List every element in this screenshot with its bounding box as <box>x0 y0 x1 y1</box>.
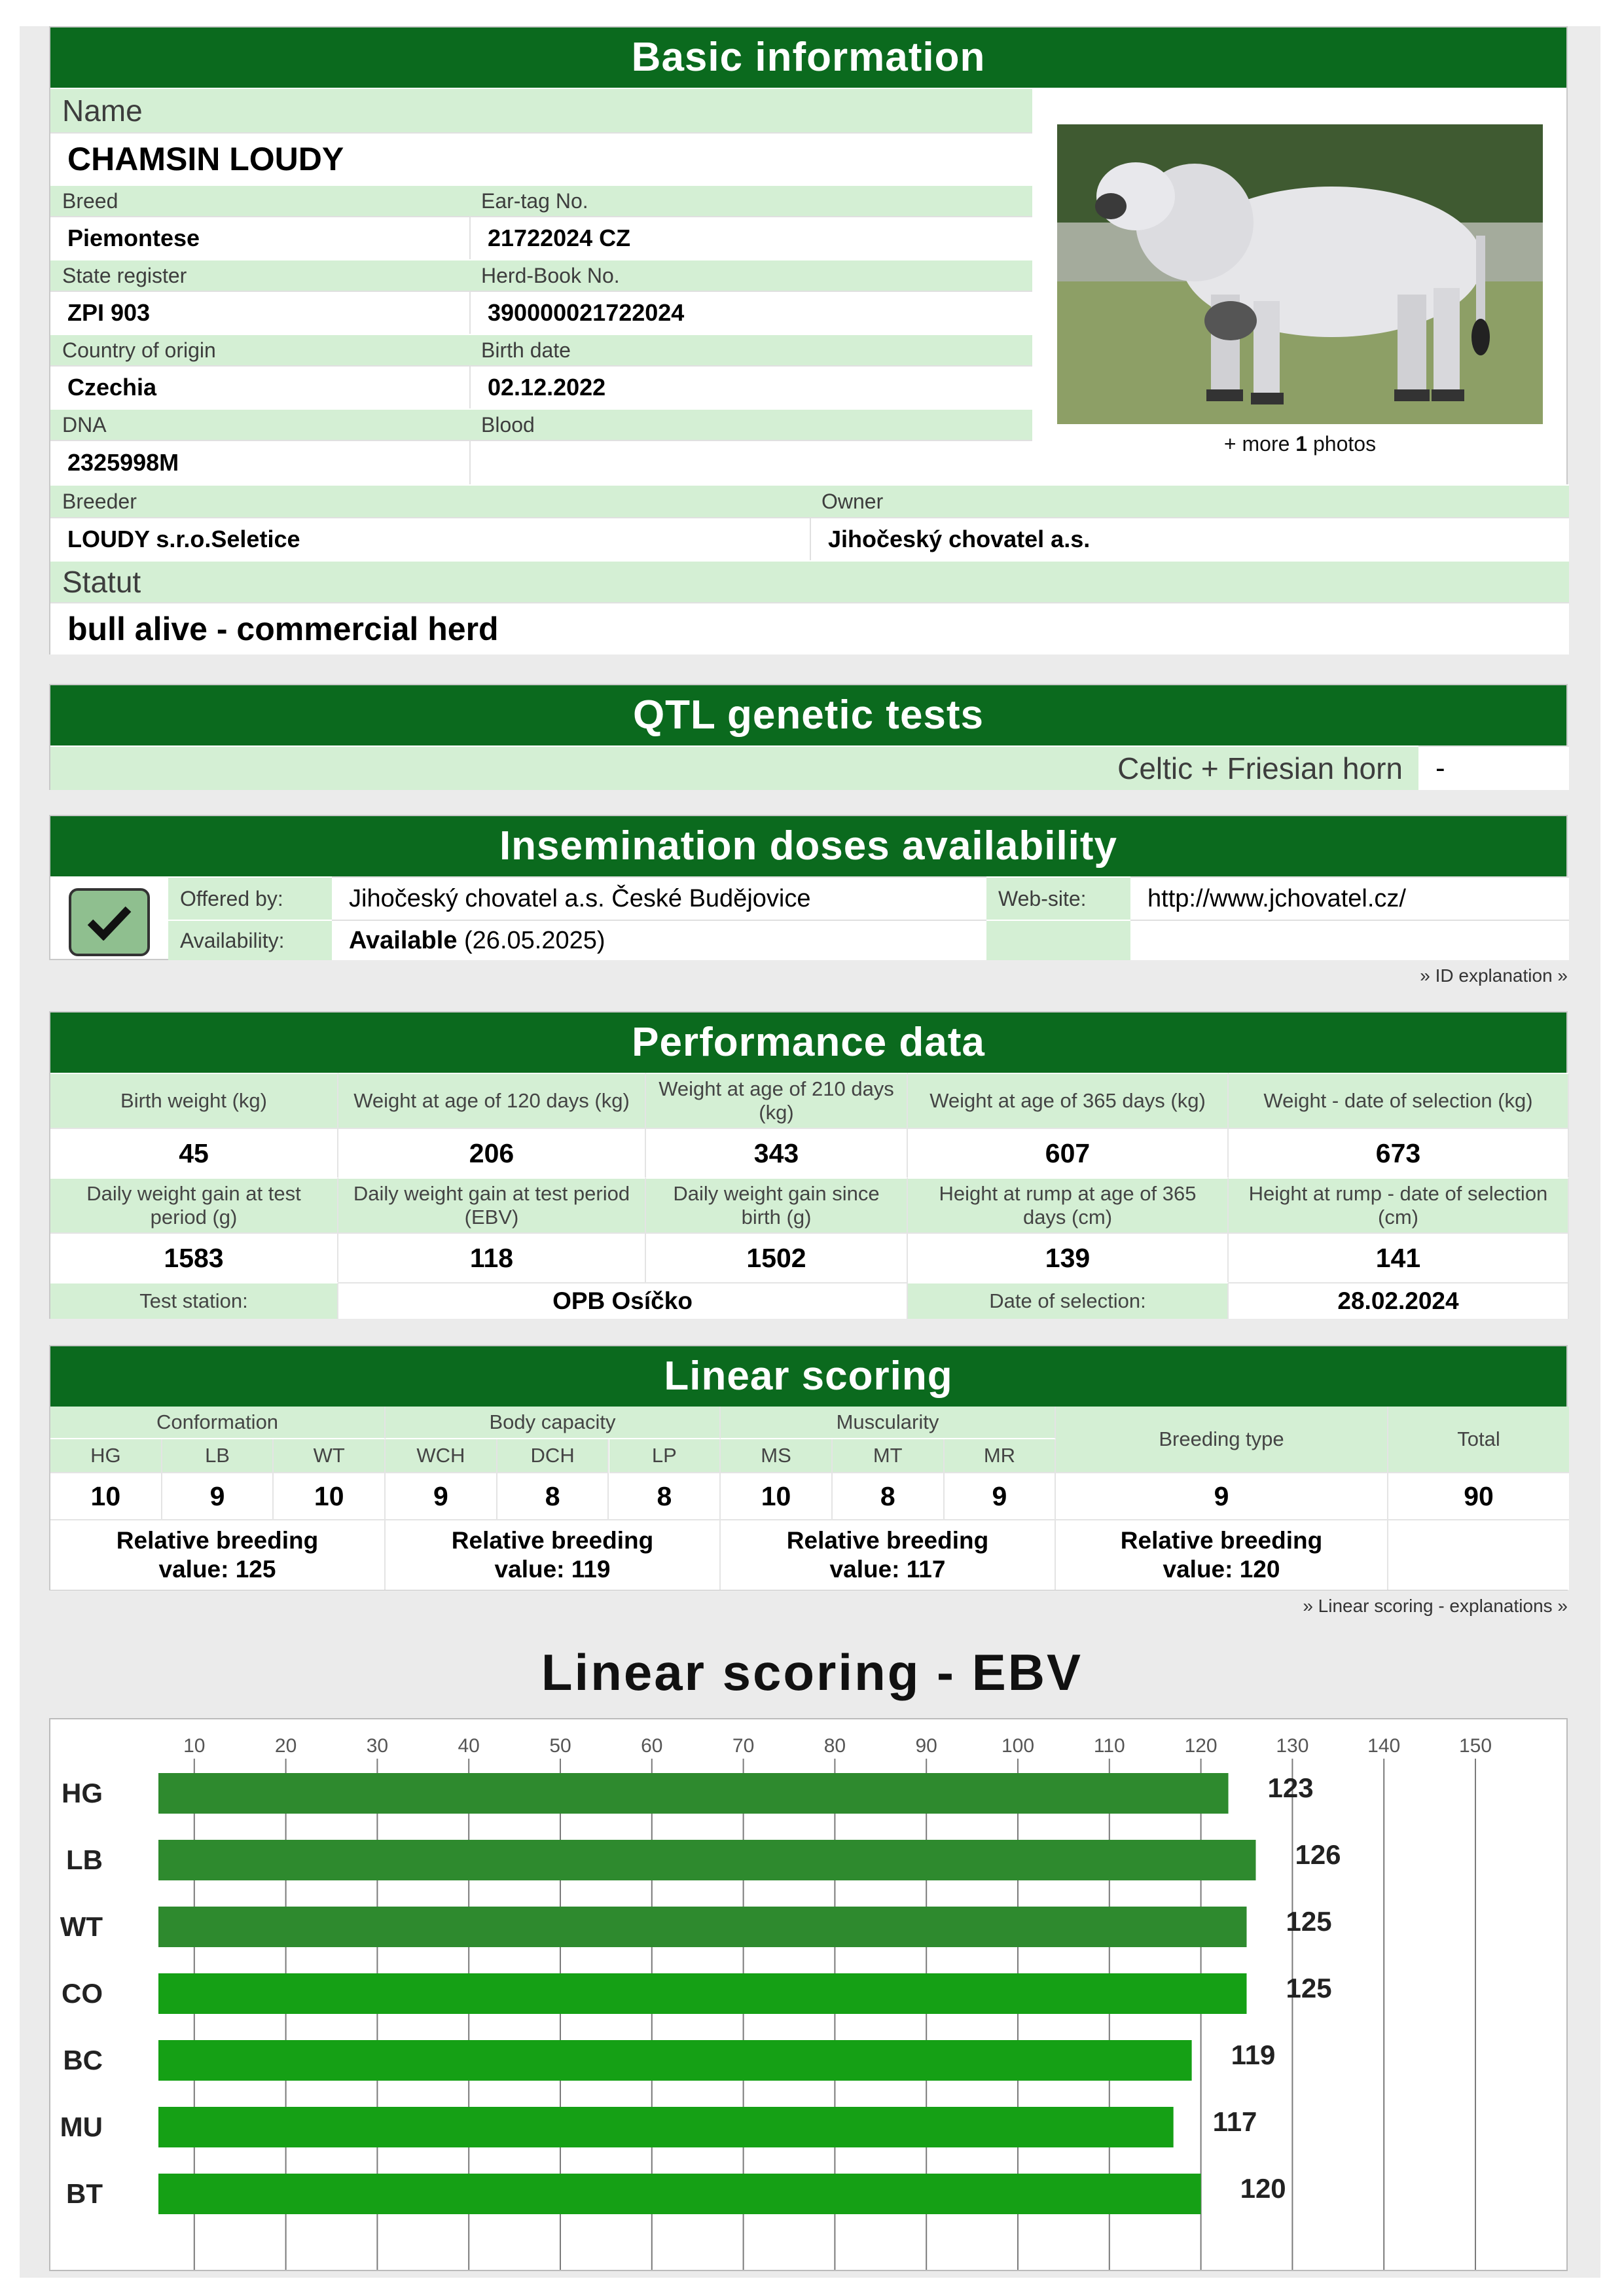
x-tick-label: 70 <box>732 1735 755 1757</box>
bar-hg <box>158 1773 1229 1814</box>
group-body-capacity-header: Body capacity <box>386 1407 721 1439</box>
availability-label: Availability: <box>168 920 332 960</box>
x-tick-label: 100 <box>1001 1735 1035 1757</box>
trait-lp-score: 8 <box>609 1472 721 1519</box>
x-tick-label: 120 <box>1184 1735 1218 1757</box>
herdbook-value: 390000021722024 <box>469 291 1032 334</box>
performance-value-10: 141 <box>1229 1232 1569 1282</box>
x-tick-label: 40 <box>458 1735 480 1757</box>
breeding-type-score: 9 <box>1056 1472 1388 1519</box>
category-label: WT <box>60 1911 103 1942</box>
availability-checkbox[interactable] <box>69 888 150 956</box>
offered-value: Jihočeský chovatel a.s. České Budějovice <box>332 876 986 920</box>
x-tick-label: 110 <box>1093 1735 1125 1757</box>
trait-mt-score: 8 <box>833 1472 945 1519</box>
trait-dch-score: 8 <box>497 1472 609 1519</box>
category-label: BT <box>66 2178 103 2209</box>
category-label: CO <box>62 1978 103 2009</box>
performance-label-5: Weight - date of selection (kg) <box>1229 1073 1569 1128</box>
qtl-test-value: - <box>1418 745 1569 790</box>
eartag-label: Ear-tag No. <box>469 185 1032 216</box>
performance-label-1: Birth weight (kg) <box>50 1073 338 1128</box>
bar-co <box>158 1973 1247 2014</box>
x-tick-label: 80 <box>823 1735 846 1757</box>
qtl-panel <box>49 684 1568 790</box>
bar-wt <box>158 1907 1247 1947</box>
performance-label-7: Daily weight gain at test period (EBV) <box>338 1177 646 1232</box>
x-tick-label: 30 <box>366 1735 389 1757</box>
trait-dch-header: DCH <box>497 1439 609 1472</box>
owner-value: Jihočeský chovatel a.s. <box>810 517 1569 560</box>
trait-lb-score: 9 <box>162 1472 274 1519</box>
x-tick-label: 60 <box>641 1735 663 1757</box>
availability-value <box>332 920 986 960</box>
performance-value-2: 206 <box>338 1128 646 1177</box>
performance-title: Performance data <box>50 1013 1566 1073</box>
performance-label-2: Weight at age of 120 days (kg) <box>338 1073 646 1128</box>
statut-value: bull alive - commercial herd <box>50 602 1569 655</box>
performance-label-10: Height at rump - date of selection (cm) <box>1229 1177 1569 1232</box>
bull-illustration <box>1057 124 1543 424</box>
bar-lb <box>158 1840 1255 1880</box>
performance-label-8: Daily weight gain since birth (g) <box>646 1177 908 1232</box>
x-tick-label: 90 <box>915 1735 937 1757</box>
bull-photo[interactable] <box>1057 124 1543 424</box>
total-score: 90 <box>1388 1472 1569 1519</box>
performance-value-1: 45 <box>50 1128 338 1177</box>
basic-information-panel <box>49 26 1568 655</box>
name-label: Name <box>50 88 1032 132</box>
performance-value-6: 1583 <box>50 1232 338 1282</box>
category-label: HG <box>62 1778 103 1808</box>
linear-scoring-explanations-link[interactable]: » Linear scoring - explanations » <box>1303 1596 1568 1616</box>
x-tick-label: 150 <box>1458 1735 1492 1757</box>
trait-wch-header: WCH <box>386 1439 497 1472</box>
trait-ms-score: 10 <box>721 1472 833 1519</box>
breed-label: Breed <box>50 185 469 216</box>
value-label-bt: 120 <box>1240 2173 1286 2204</box>
category-label: LB <box>66 1844 103 1875</box>
offered-label: Offered by: <box>168 876 332 920</box>
herdbook-label: Herd-Book No. <box>469 259 1032 291</box>
test-station-value: OPB Osíčko <box>338 1282 908 1319</box>
birth-date-value: 02.12.2022 <box>469 365 1032 408</box>
relative-breeding-value-3: Relative breeding value: 117 <box>721 1519 1056 1590</box>
category-label: MU <box>60 2111 103 2142</box>
performance-value-7: 118 <box>338 1232 646 1282</box>
relative-breeding-value-2: Relative breeding value: 119 <box>386 1519 721 1590</box>
x-tick-label: 10 <box>183 1735 206 1757</box>
trait-mr-score: 9 <box>945 1472 1056 1519</box>
linear-scoring-panel <box>49 1345 1568 1590</box>
qtl-title: QTL genetic tests <box>50 685 1566 745</box>
performance-value-4: 607 <box>908 1128 1229 1177</box>
trait-lb-header: LB <box>162 1439 274 1472</box>
owner-label: Owner <box>810 484 1569 517</box>
performance-value-3: 343 <box>646 1128 908 1177</box>
trait-mr-header: MR <box>945 1439 1056 1472</box>
website-empty <box>1130 920 1569 960</box>
breeder-value: LOUDY s.r.o.Seletice <box>50 517 810 560</box>
state-register-value: ZPI 903 <box>50 291 469 334</box>
category-label: BC <box>63 2045 103 2075</box>
basic-information-title: Basic information <box>50 27 1566 88</box>
availability-status: Available <box>349 926 458 954</box>
trait-ms-header: MS <box>721 1439 833 1472</box>
value-label-bc: 119 <box>1231 2039 1276 2070</box>
website-label-spacer <box>986 920 1130 960</box>
trait-wt-header: WT <box>274 1439 386 1472</box>
test-station-label: Test station: <box>50 1282 338 1319</box>
performance-value-8: 1502 <box>646 1232 908 1282</box>
bar-bt <box>158 2174 1201 2214</box>
dna-label: DNA <box>50 408 469 440</box>
x-tick-label: 20 <box>274 1735 297 1757</box>
breeder-label: Breeder <box>50 484 810 517</box>
breeding-type-header: Breeding type <box>1056 1407 1388 1472</box>
statut-label: Statut <box>50 560 1569 602</box>
performance-label-4: Weight at age of 365 days (kg) <box>908 1073 1229 1128</box>
group-muscularity-header: Muscularity <box>721 1407 1056 1439</box>
eartag-value: 21722024 CZ <box>469 216 1032 259</box>
insemination-title: Insemination doses availability <box>50 816 1566 876</box>
linear-scoring-title: Linear scoring <box>50 1346 1566 1407</box>
country-label: Country of origin <box>50 334 469 365</box>
performance-value-9: 139 <box>908 1232 1229 1282</box>
availability-date: (26.05.2025) <box>464 926 605 954</box>
total-rbv-empty <box>1388 1519 1569 1590</box>
id-explanation-link[interactable]: » ID explanation » <box>1420 965 1568 986</box>
more-photos-count: 1 <box>1295 432 1308 456</box>
qtl-test-label: Celtic + Friesian horn <box>50 745 1418 790</box>
ebv-bar-chart <box>50 1719 1566 2270</box>
x-tick-label: 50 <box>549 1735 571 1757</box>
performance-label-3: Weight at age of 210 days (kg) <box>646 1073 908 1128</box>
check-icon <box>86 904 132 941</box>
trait-mt-header: MT <box>833 1439 945 1472</box>
website-label: Web-site: <box>986 876 1130 920</box>
performance-label-6: Daily weight gain at test period (g) <box>50 1177 338 1232</box>
blood-value <box>469 440 1032 484</box>
dna-value: 2325998M <box>50 440 469 484</box>
insemination-panel <box>49 815 1568 960</box>
state-register-label: State register <box>50 259 469 291</box>
total-header: Total <box>1388 1407 1569 1472</box>
x-tick-label: 140 <box>1367 1735 1401 1757</box>
performance-grid <box>50 1073 1569 1319</box>
trait-hg-score: 10 <box>50 1472 162 1519</box>
trait-wt-score: 10 <box>274 1472 386 1519</box>
ebv-chart-title: Linear scoring - EBV <box>541 1643 1083 1701</box>
value-label-mu: 117 <box>1212 2106 1257 2137</box>
relative-breeding-value-4: Relative breeding value: 120 <box>1056 1519 1388 1590</box>
name-value: CHAMSIN LOUDY <box>50 132 1032 185</box>
date-of-selection-label: Date of selection: <box>908 1282 1229 1319</box>
trait-hg-header: HG <box>50 1439 162 1472</box>
trait-wch-score: 9 <box>386 1472 497 1519</box>
value-label-co: 125 <box>1286 1973 1332 2003</box>
relative-breeding-value-1: Relative breeding value: 125 <box>50 1519 386 1590</box>
performance-panel <box>49 1011 1568 1319</box>
bar-mu <box>158 2107 1174 2147</box>
blood-label: Blood <box>469 408 1032 440</box>
ebv-chart-panel <box>49 1718 1568 2271</box>
group-conformation-header: Conformation <box>50 1407 386 1439</box>
date-of-selection-value: 28.02.2024 <box>1229 1282 1569 1319</box>
x-tick-label: 130 <box>1276 1735 1309 1757</box>
bar-bc <box>158 2040 1192 2081</box>
breed-value: Piemontese <box>50 216 469 259</box>
country-value: Czechia <box>50 365 469 408</box>
website-link[interactable]: http://www.jchovatel.cz/ <box>1130 876 1569 920</box>
page-background <box>20 26 1600 2278</box>
more-photos-prefix: + more <box>1223 432 1296 456</box>
birth-date-label: Birth date <box>469 334 1032 365</box>
performance-value-5: 673 <box>1229 1128 1569 1177</box>
more-photos-link[interactable] <box>1057 432 1543 456</box>
trait-lp-header: LP <box>609 1439 721 1472</box>
performance-label-9: Height at rump at age of 365 days (cm) <box>908 1177 1229 1232</box>
value-label-lb: 126 <box>1295 1839 1341 1870</box>
linear-scoring-grid <box>50 1407 1569 1590</box>
value-label-wt: 125 <box>1286 1906 1332 1937</box>
more-photos-suffix: photos <box>1307 432 1377 456</box>
value-label-hg: 123 <box>1267 1772 1314 1803</box>
